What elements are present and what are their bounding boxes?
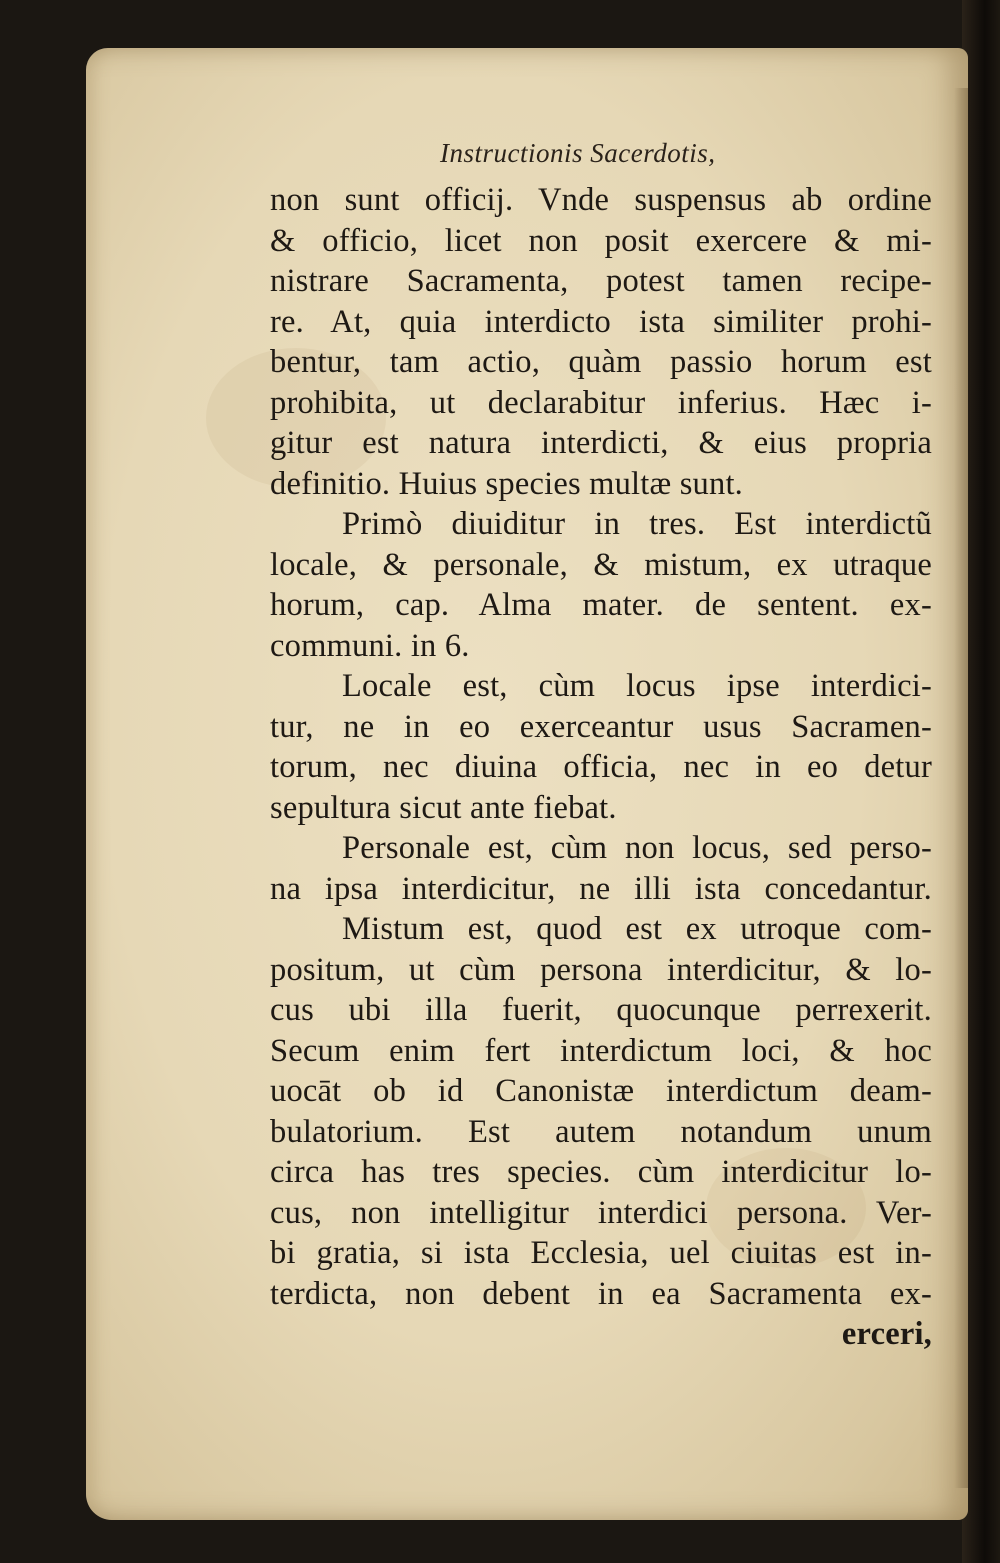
text-line: re. At, quia interdicto ista similiter prohi- (270, 303, 932, 340)
text-line: & officio, licet non posit exercere & mi- (270, 222, 932, 259)
text-line: cus, non intelligitur interdici persona. Ver- (270, 1194, 932, 1231)
text-line: na ipsa interdicitur, ne illi ista concedantur. (270, 870, 932, 907)
text-line: gitur est natura interdicti, & eius propria (270, 425, 932, 461)
text-line: non sunt officij. Vnde suspensus ab ordine (270, 182, 932, 218)
text-line: Mistum est, quod est ex utroque com- (342, 911, 932, 947)
text-line: circa has tres species. cùm interdicitur lo- (270, 1154, 932, 1190)
text-line: locale, & personale, & mistum, ex utraque (270, 546, 932, 583)
running-head: Instructionis Sacerdotis, (440, 138, 716, 168)
text-line: prohibita, ut declarabitur inferius. Hæc i- (270, 384, 932, 421)
text-line: bi gratia, si ista Ecclesia, uel ciuitas est in- (270, 1235, 932, 1271)
text-line: torum, nec diuina officia, nec in eo detur (270, 749, 932, 785)
text-line: Secum enim fert interdictum loci, & hoc (270, 1032, 932, 1069)
text-line: Primò diuiditur in tres. Est interdictũ (342, 506, 932, 542)
text-line: Locale est, cùm locus ipse interdici- (342, 668, 932, 704)
text-block (270, 180, 932, 1355)
text-line: Personale est, cùm non locus, sed perso- (342, 830, 932, 866)
text-line: bulatorium. Est autem notandum unum (270, 1113, 932, 1150)
text-line: uocāt ob id Canonistæ interdictum deam- (270, 1073, 932, 1109)
text-line: horum, cap. Alma mater. de sentent. ex- (270, 587, 932, 623)
text-line: tur, ne in eo exerceantur usus Sacramen- (270, 708, 932, 745)
text-line: terdicta, non debent in ea Sacramenta ex- (270, 1275, 932, 1312)
text-line: cus ubi illa fuerit, quocunque perrexerit. (270, 992, 932, 1028)
text-line: nistrare Sacramenta, potest tamen recipe- (270, 263, 932, 299)
text-line: bentur, tam actio, quàm passio horum est (270, 344, 932, 380)
text-line: sepultura sicut ante fiebat. (270, 789, 617, 826)
text-line: definitio. Huius species multæ sunt. (270, 465, 744, 502)
text-line: communi. in 6. (270, 627, 470, 664)
catchword: erceri, (841, 1316, 932, 1352)
page-edge-shadow (954, 88, 968, 1488)
text-line: positum, ut cùm persona interdicitur, & lo- (270, 951, 932, 988)
